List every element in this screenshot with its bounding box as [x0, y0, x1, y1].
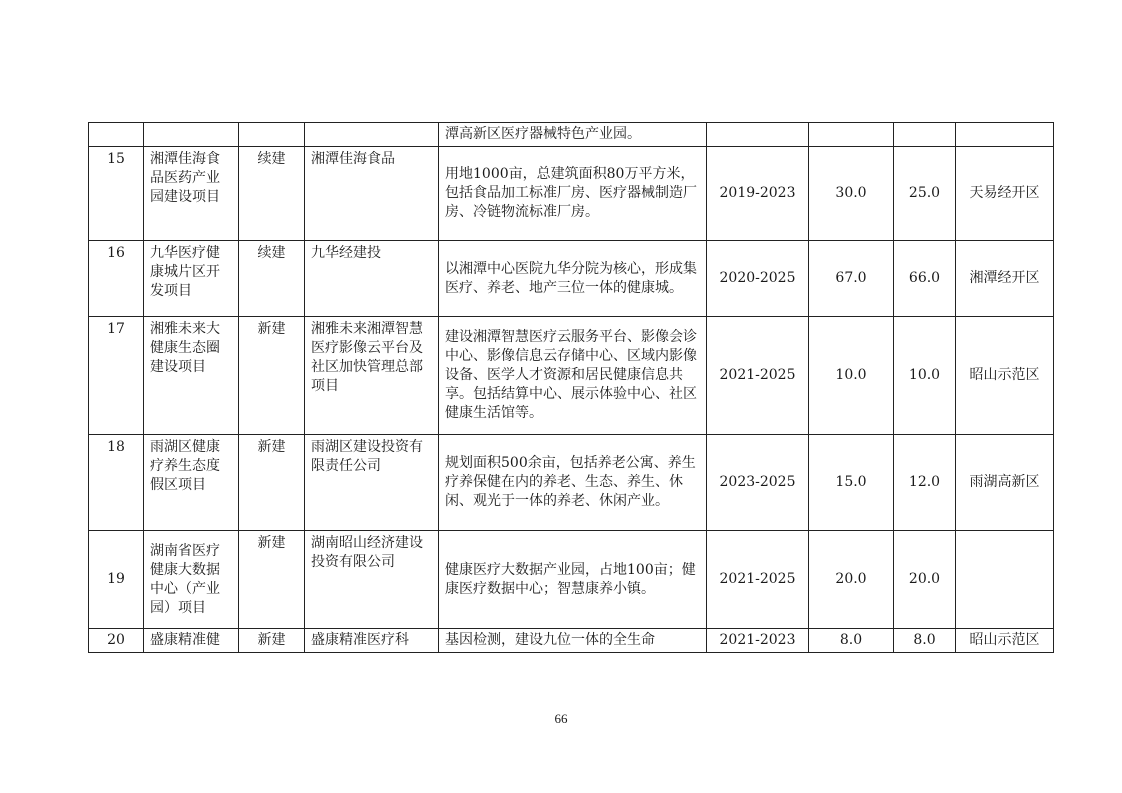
project-content: 规划面积500余亩，包括养老公寓、养生疗养保健在内的养老、生态、养生、休闲、观光于一体的养老、休闲产业。	[439, 435, 707, 531]
construction-type: 新建	[239, 629, 305, 653]
construction-type: 续建	[239, 147, 305, 241]
responsible-unit: 盛康精准医疗科	[305, 629, 439, 653]
project-location: 湘潭经开区	[956, 241, 1054, 317]
total-investment: 8.0	[809, 629, 894, 653]
table-row	[89, 317, 1054, 435]
page-number: 66	[554, 711, 568, 726]
row-number: 20	[89, 629, 144, 653]
total-investment	[809, 123, 894, 147]
construction-period	[707, 123, 809, 147]
total-investment: 30.0	[809, 147, 894, 241]
project-content: 健康医疗大数据产业园，占地100亩；健康医疗数据中心；智慧康养小镇。	[439, 531, 707, 629]
project-location: 昭山示范区	[956, 317, 1054, 435]
planned-investment: 8.0	[894, 629, 956, 653]
construction-period: 2019-2023	[707, 147, 809, 241]
construction-period: 2020-2025	[707, 241, 809, 317]
project-location	[956, 123, 1054, 147]
construction-type	[239, 123, 305, 147]
project-location: 雨湖高新区	[956, 435, 1054, 531]
construction-period: 2021-2023	[707, 629, 809, 653]
project-content: 以湘潭中心医院九华分院为核心，形成集医疗、养老、地产三位一体的健康城。	[439, 241, 707, 317]
table-row	[89, 531, 1054, 629]
project-table	[88, 122, 1054, 653]
planned-investment	[894, 123, 956, 147]
project-name	[144, 123, 239, 147]
construction-period: 2021-2025	[707, 531, 809, 629]
total-investment: 10.0	[809, 317, 894, 435]
table-row	[89, 147, 1054, 241]
project-name: 湘雅未来大健康生态圈建设项目	[144, 317, 239, 435]
project-content: 用地1000亩，总建筑面积80万平方米，包括食品加工标准厂房、医疗器械制造厂房、冷链物流标准厂房。	[439, 147, 707, 241]
project-name: 湘潭佳海食品医药产业园建设项目	[144, 147, 239, 241]
project-content: 基因检测，建设九位一体的全生命	[439, 629, 707, 653]
project-name: 盛康精准健	[144, 629, 239, 653]
construction-period: 2023-2025	[707, 435, 809, 531]
table-row	[89, 241, 1054, 317]
row-number	[89, 123, 144, 147]
project-content: 建设湘潭智慧医疗云服务平台、影像会诊中心、影像信息云存储中心、区域内影像设备、医学人才资源和居民健康信息共享。包括结算中心、展示体验中心、社区健康生活馆等。	[439, 317, 707, 435]
planned-investment: 25.0	[894, 147, 956, 241]
project-location	[956, 531, 1054, 629]
row-number: 18	[89, 435, 144, 531]
row-number: 19	[89, 531, 144, 629]
project-location: 昭山示范区	[956, 629, 1054, 653]
construction-type: 新建	[239, 435, 305, 531]
table-row	[89, 123, 1054, 147]
construction-period: 2021-2025	[707, 317, 809, 435]
responsible-unit: 九华经建投	[305, 241, 439, 317]
planned-investment: 66.0	[894, 241, 956, 317]
total-investment: 20.0	[809, 531, 894, 629]
planned-investment: 10.0	[894, 317, 956, 435]
responsible-unit: 雨湖区建设投资有限责任公司	[305, 435, 439, 531]
project-content: 潭高新区医疗器械特色产业园。	[439, 123, 707, 147]
responsible-unit: 湘雅未来湘潭智慧医疗影像云平台及社区加快管理总部项目	[305, 317, 439, 435]
total-investment: 67.0	[809, 241, 894, 317]
total-investment: 15.0	[809, 435, 894, 531]
construction-type: 新建	[239, 531, 305, 629]
table-row	[89, 435, 1054, 531]
row-number: 16	[89, 241, 144, 317]
project-name: 九华医疗健康城片区开发项目	[144, 241, 239, 317]
construction-type: 新建	[239, 317, 305, 435]
project-name: 雨湖区健康疗养生态度假区项目	[144, 435, 239, 531]
responsible-unit: 湖南昭山经济建设投资有限公司	[305, 531, 439, 629]
responsible-unit: 湘潭佳海食品	[305, 147, 439, 241]
project-location: 天易经开区	[956, 147, 1054, 241]
project-name: 湖南省医疗健康大数据中心（产业园）项目	[144, 531, 239, 629]
table-row	[89, 629, 1054, 653]
row-number: 17	[89, 317, 144, 435]
responsible-unit	[305, 123, 439, 147]
planned-investment: 20.0	[894, 531, 956, 629]
construction-type: 续建	[239, 241, 305, 317]
row-number: 15	[89, 147, 144, 241]
planned-investment: 12.0	[894, 435, 956, 531]
